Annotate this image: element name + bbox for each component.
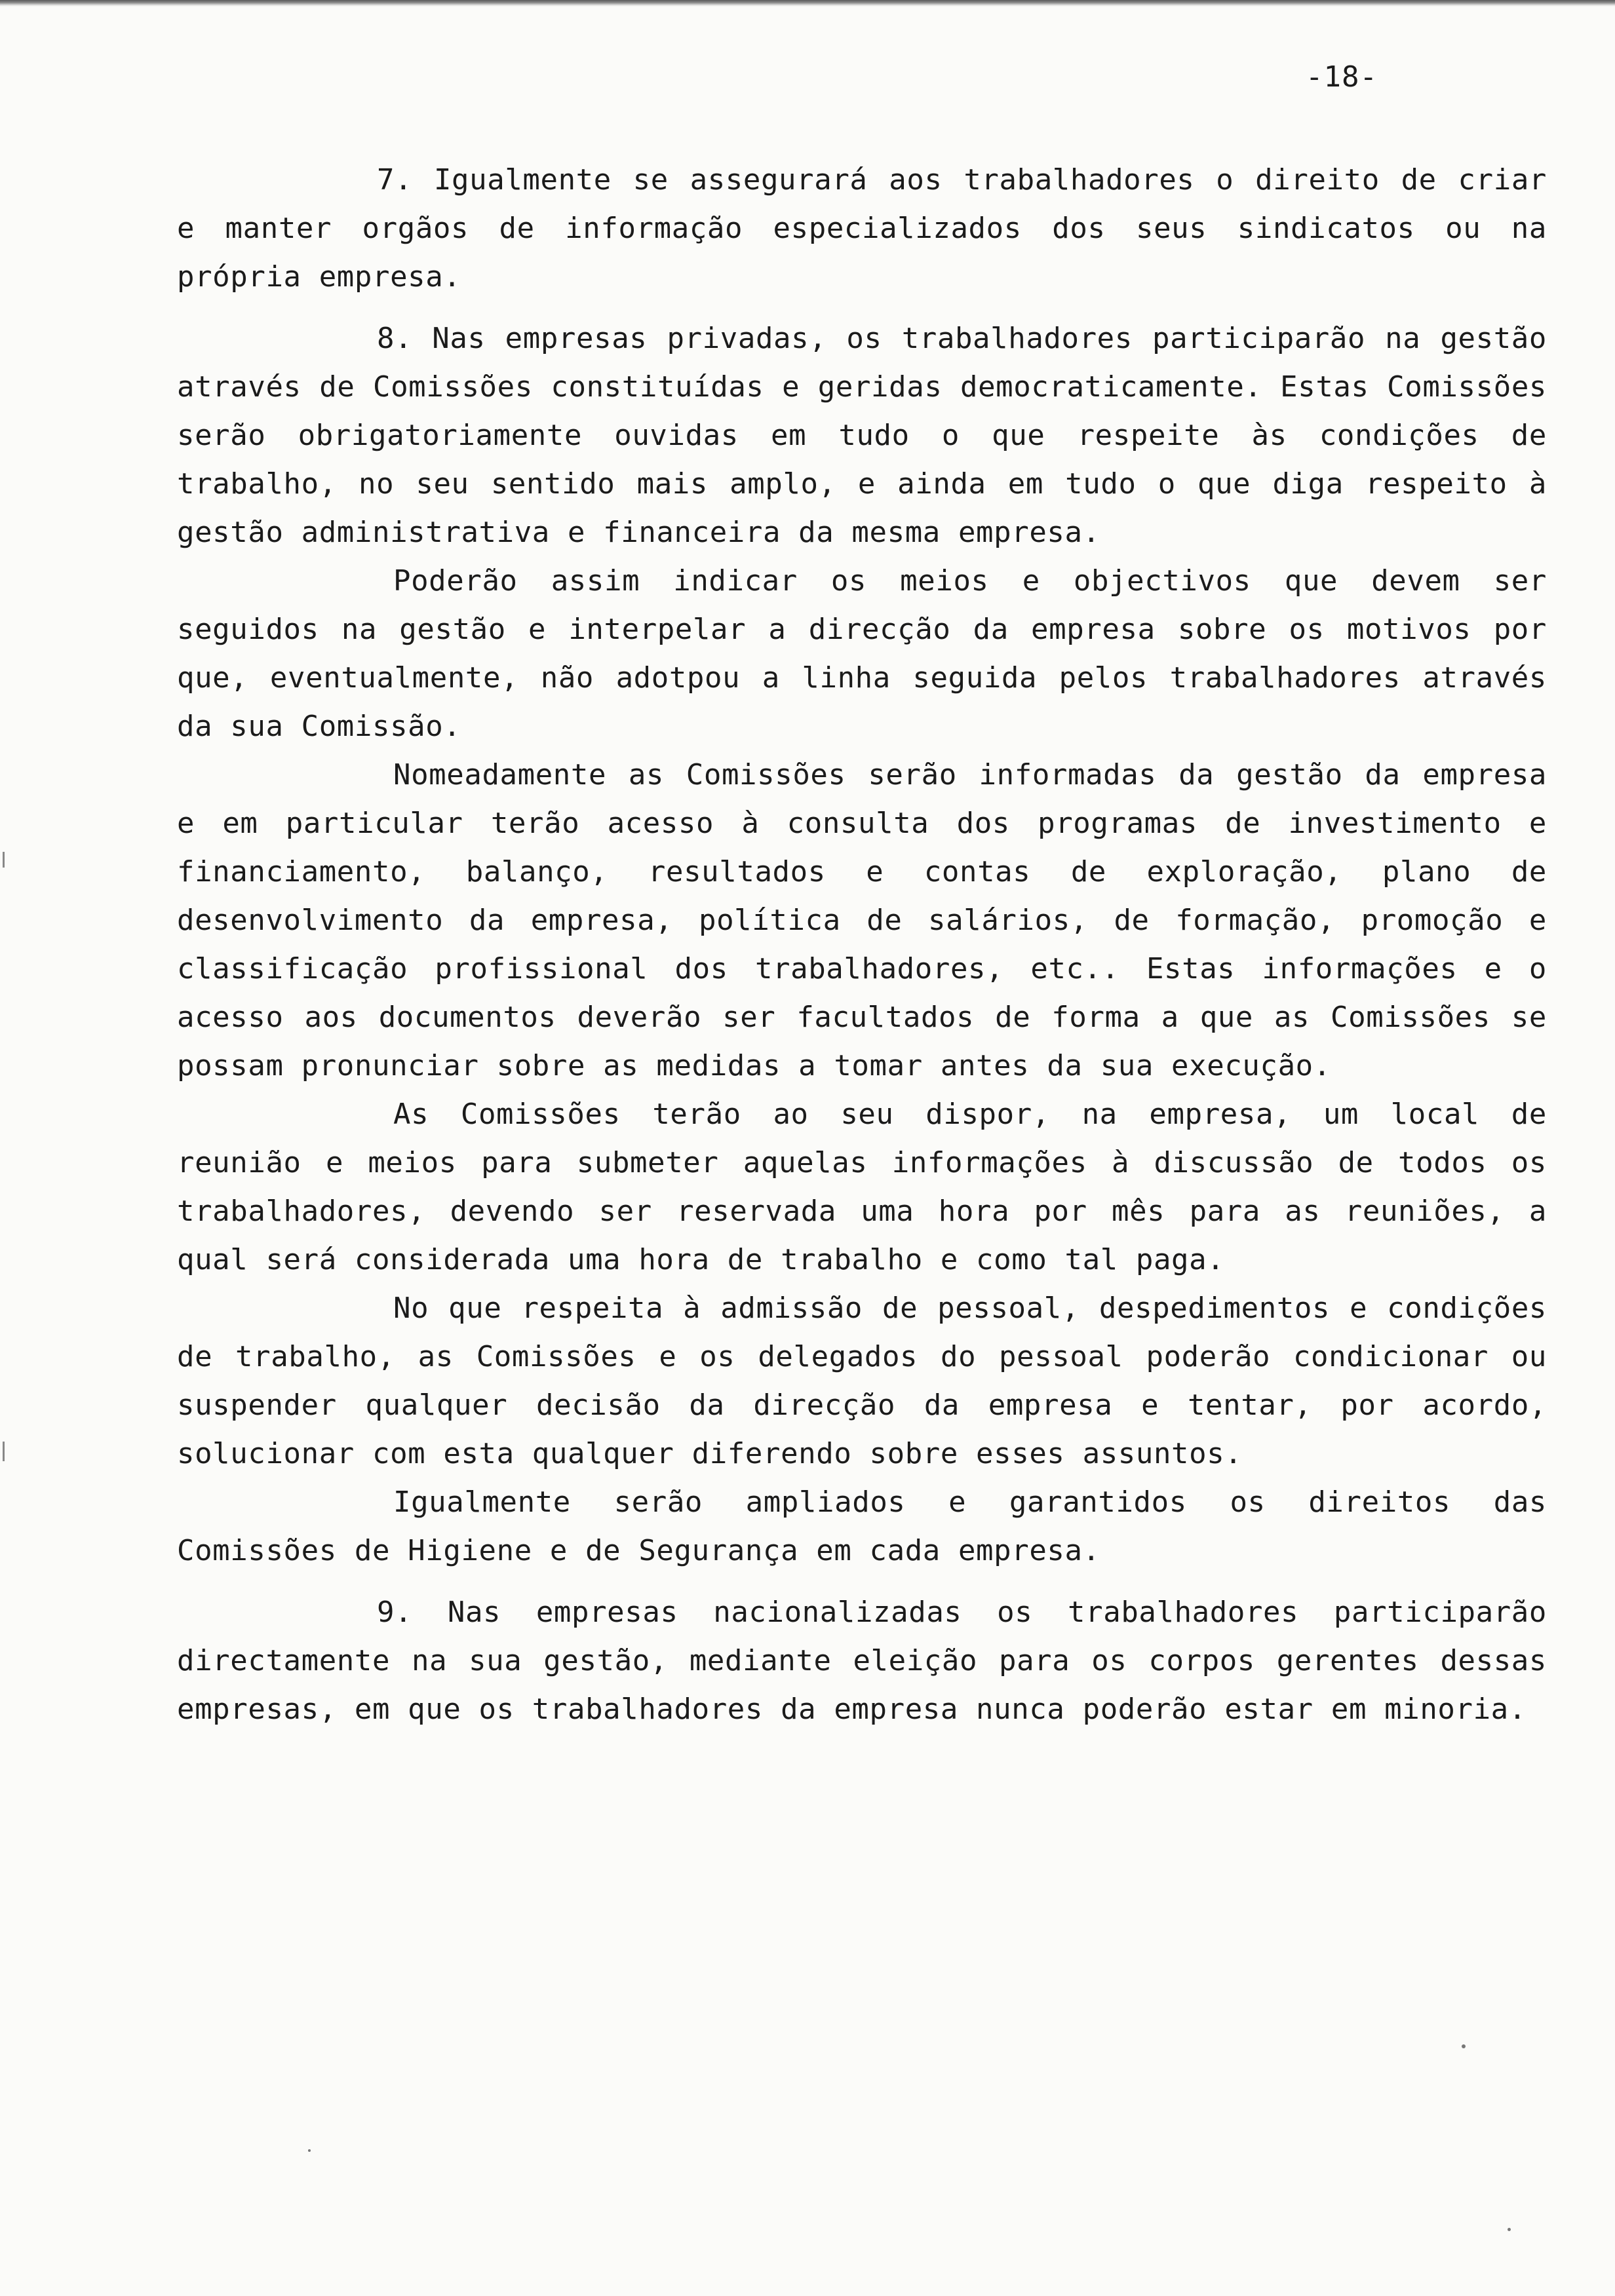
paragraph-7: 7. Igualmente se assegurará aos trabalhadores o direito de criar e manter orgãos de informação especializados dos seus sindicatos ou na própria empresa. (177, 163, 1547, 294)
paragraph-8-objectives: Poderão assim indicar os meios e objectivos que devem ser seguidos na gestão e interpelar a direcção da empresa sobre os motivos por que, eventualmente, não adotpou a linha seguida pelos trabalhadores através da sua Comissão. (177, 564, 1547, 743)
paragraph-9: 9. Nas empresas nacionalizadas os trabalhadores participarão directamente na sua gestão, mediante eleição para os corpos gerentes dessas empresas, em que os trabalhadores da empresa nunca poderão estar em minoria. (177, 1596, 1547, 1726)
document-body (177, 156, 1547, 1734)
scan-speck (1462, 2044, 1466, 2048)
margin-mark (3, 852, 5, 868)
scan-top-edge (0, 0, 1615, 7)
paragraph-8-safety: Igualmente serão ampliados e garantidos os direitos das Comissões de Higiene e de Segurança em cada empresa. (177, 1485, 1547, 1567)
page-number: -18- (1306, 60, 1378, 94)
paragraph-8-admission: No que respeita à admissão de pessoal, despedimentos e condições de trabalho, as Comissões e os delegados do pessoal poderão condicionar ou suspender qualquer decisão da direcção da empresa e tentar, por acordo, solucionar com esta qualquer diferendo sobre esses assuntos. (177, 1292, 1547, 1470)
paragraph-8-information: Nomeadamente as Comissões serão informadas da gestão da empresa e em particular terão acesso à consulta dos programas de investimento e financiamento, balanço, resultados e contas de exploração, plano de desenvolvimento da empresa, política de salários, de formação, promoção e classificação profissional dos trabalhadores, etc.. Estas informações e o acesso aos documentos deverão ser facultados de forma a que as Comissões se possam pronunciar sobre as medidas a tomar antes da sua execução. (177, 758, 1547, 1082)
paragraph-8: 8. Nas empresas privadas, os trabalhadores participarão na gestão através de Comissões constituídas e geridas democraticamente. Estas Comissões serão obrigatoriamente ouvidas em tudo o que respeite às condições de trabalho, no seu sentido mais amplo, e ainda em tudo o que diga respeito à gestão administrativa e financeira da mesma empresa. (177, 322, 1547, 549)
margin-mark (3, 1442, 5, 1461)
scan-speck (308, 2149, 311, 2152)
paragraph-8-meeting-space: As Comissões terão ao seu dispor, na empresa, um local de reunião e meios para submeter aquelas informações à discussão de todos os trabalhadores, devendo ser reservada uma hora por mês para as reuniões, a qual será considerada uma hora de trabalho e como tal paga. (177, 1098, 1547, 1276)
scan-speck (1508, 2228, 1511, 2231)
